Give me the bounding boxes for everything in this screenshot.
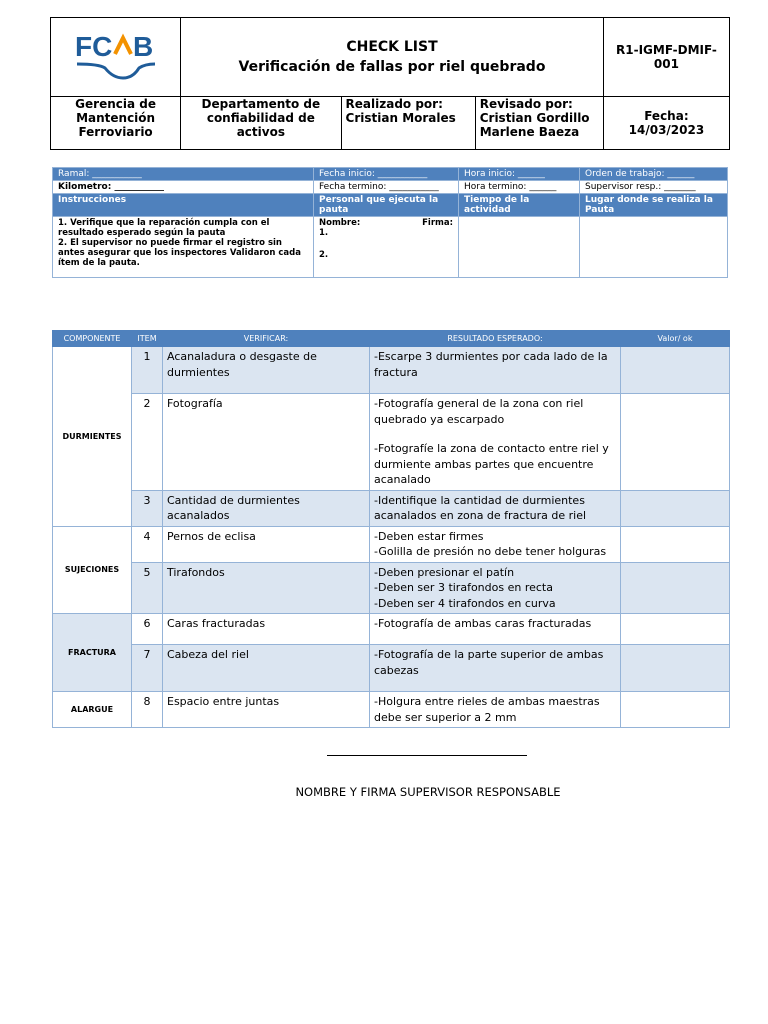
verificar-cell: Caras fracturadas — [163, 614, 370, 645]
component-alargue: ALARGUE — [53, 692, 132, 728]
tiempo-header: Tiempo de la actividad — [459, 194, 580, 217]
document-header — [50, 17, 730, 150]
svg-text:FC: FC — [74, 30, 112, 62]
document-title: CHECK LIST — [346, 39, 438, 55]
valor-cell[interactable] — [621, 614, 730, 645]
resultado-cell — [370, 394, 621, 491]
verificar-cell: Cantidad de durmientes acanalados — [163, 490, 370, 526]
item-number: 6 — [132, 614, 163, 645]
checklist-table — [52, 330, 730, 728]
hora-termino-field[interactable]: Hora termino: ______ — [459, 181, 580, 194]
item-number: 5 — [132, 562, 163, 614]
valor-cell[interactable] — [621, 394, 730, 491]
info-table — [52, 167, 728, 278]
departamento-cell: Departamento de confiabilidad de activos — [181, 97, 341, 150]
nombre-label: Nombre: — [319, 218, 361, 228]
resultado-line: -Fotografía general de la zona con riel quebrado ya escarpado — [374, 397, 584, 426]
logo — [51, 18, 181, 97]
valor-cell[interactable] — [621, 645, 730, 692]
item-number: 2 — [132, 394, 163, 491]
supervisor-field[interactable]: Supervisor resp.: _______ — [580, 181, 728, 194]
revisado-name-2: Marlene Baeza — [479, 125, 580, 139]
instrucciones-text — [53, 217, 314, 278]
firma-label: Firma: — [422, 218, 453, 228]
fcab-logo-icon — [73, 28, 159, 84]
lugar-cell[interactable] — [580, 217, 728, 278]
table-row — [53, 490, 730, 526]
valor-cell[interactable] — [621, 347, 730, 394]
realizado-cell — [341, 97, 475, 150]
signature-line[interactable] — [327, 755, 527, 756]
document-subtitle: Verificación de fallas por riel quebrado — [238, 59, 546, 75]
orden-trabajo-field[interactable]: Orden de trabajo: ______ — [580, 168, 728, 181]
valor-cell[interactable] — [621, 562, 730, 614]
kilometro-field[interactable]: Kilometro: ___________ — [53, 181, 314, 194]
document-code: R1-IGMF-DMIF-001 — [603, 18, 729, 97]
table-row — [53, 692, 730, 728]
table-row — [53, 347, 730, 394]
table-row — [53, 645, 730, 692]
item-number: 1 — [132, 347, 163, 394]
fecha-termino-field[interactable]: Fecha termino: ___________ — [314, 181, 459, 194]
tiempo-cell[interactable] — [459, 217, 580, 278]
col-item: ITEM — [132, 331, 163, 347]
table-row — [53, 562, 730, 614]
table-row — [53, 394, 730, 491]
resultado-line: -Deben ser 4 tirafondos en curva — [374, 596, 556, 610]
resultado-line: -Deben ser 3 tirafondos en recta — [374, 581, 553, 594]
realizado-name: Cristian Morales — [345, 111, 456, 125]
col-componente: COMPONENTE — [53, 331, 132, 347]
verificar-cell: Tirafondos — [163, 562, 370, 614]
component-durmientes: DURMIENTES — [53, 347, 132, 527]
instrucciones-header: Instrucciones — [53, 194, 314, 217]
revisado-label: Revisado por: — [479, 97, 573, 111]
resultado-cell: -Fotografía de la parte superior de ambas cabezas — [370, 645, 621, 692]
item-number: 4 — [132, 526, 163, 562]
verificar-cell: Pernos de eclisa — [163, 526, 370, 562]
valor-cell[interactable] — [621, 692, 730, 728]
verificar-cell: Espacio entre juntas — [163, 692, 370, 728]
valor-cell[interactable] — [621, 526, 730, 562]
verificar-cell: Acanaladura o desgaste de durmientes — [163, 347, 370, 394]
resultado-cell: -Holgura entre rieles de ambas maestras debe ser superior a 2 mm — [370, 692, 621, 728]
title-block — [181, 18, 604, 97]
table-row — [53, 614, 730, 645]
col-resultado: RESULTADO ESPERADO: — [370, 331, 621, 347]
lugar-header: Lugar donde se realiza la Pauta — [580, 194, 728, 217]
personal-2: 2. — [319, 250, 329, 260]
valor-cell[interactable] — [621, 490, 730, 526]
item-number: 3 — [132, 490, 163, 526]
revisado-name-1: Cristian Gordillo — [479, 111, 590, 125]
resultado-cell: -Identifique la cantidad de durmientes acanalados en zona de fractura de riel — [370, 490, 621, 526]
item-number: 7 — [132, 645, 163, 692]
resultado-cell: -Escarpe 3 durmientes por cada lado de la fractura — [370, 347, 621, 394]
personal-cell[interactable] — [314, 217, 459, 278]
resultado-line: -Golilla de presión no debe tener holguras — [374, 545, 607, 558]
component-fractura: FRACTURA — [53, 614, 132, 692]
instruccion-2: 2. El supervisor no puede firmar el registro sin antes asegurar que los inspectores Validaron cada ítem de la pauta. — [58, 238, 301, 268]
fecha-cell: Fecha: 14/03/2023 — [603, 97, 729, 150]
resultado-line: -Deben presionar el patín — [374, 565, 515, 579]
col-valor: Valor/ ok — [621, 331, 730, 347]
resultado-cell — [370, 526, 621, 562]
item-number: 8 — [132, 692, 163, 728]
resultado-line: -Deben estar firmes — [374, 529, 484, 543]
col-verificar: VERIFICAR: — [163, 331, 370, 347]
component-sujeciones: SUJECIONES — [53, 526, 132, 614]
resultado-cell: -Fotografía de ambas caras fracturadas — [370, 614, 621, 645]
resultado-cell — [370, 562, 621, 614]
revisado-cell — [475, 97, 603, 150]
verificar-cell: Fotografía — [163, 394, 370, 491]
ramal-field[interactable]: Ramal: ___________ — [53, 168, 314, 181]
resultado-line: -Fotografíe la zona de contacto entre riel y durmiente ambas partes que encuentre acanalado — [374, 442, 609, 486]
personal-1: 1. — [319, 228, 329, 238]
gerencia-cell: Gerencia de Mantención Ferroviario — [51, 97, 181, 150]
signature-label: NOMBRE Y FIRMA SUPERVISOR RESPONSABLE — [295, 785, 561, 799]
checklist-header-row — [53, 331, 730, 347]
instruccion-1: 1. Verifique que la reparación cumpla con el resultado esperado según la pauta — [58, 218, 270, 238]
hora-inicio-field[interactable]: Hora inicio: ______ — [459, 168, 580, 181]
realizado-label: Realizado por: — [345, 97, 443, 111]
table-row — [53, 526, 730, 562]
personal-header: Personal que ejecuta la pauta — [314, 194, 459, 217]
verificar-cell: Cabeza del riel — [163, 645, 370, 692]
svg-text:B: B — [132, 30, 153, 62]
fecha-inicio-field[interactable]: Fecha inicio: ___________ — [314, 168, 459, 181]
